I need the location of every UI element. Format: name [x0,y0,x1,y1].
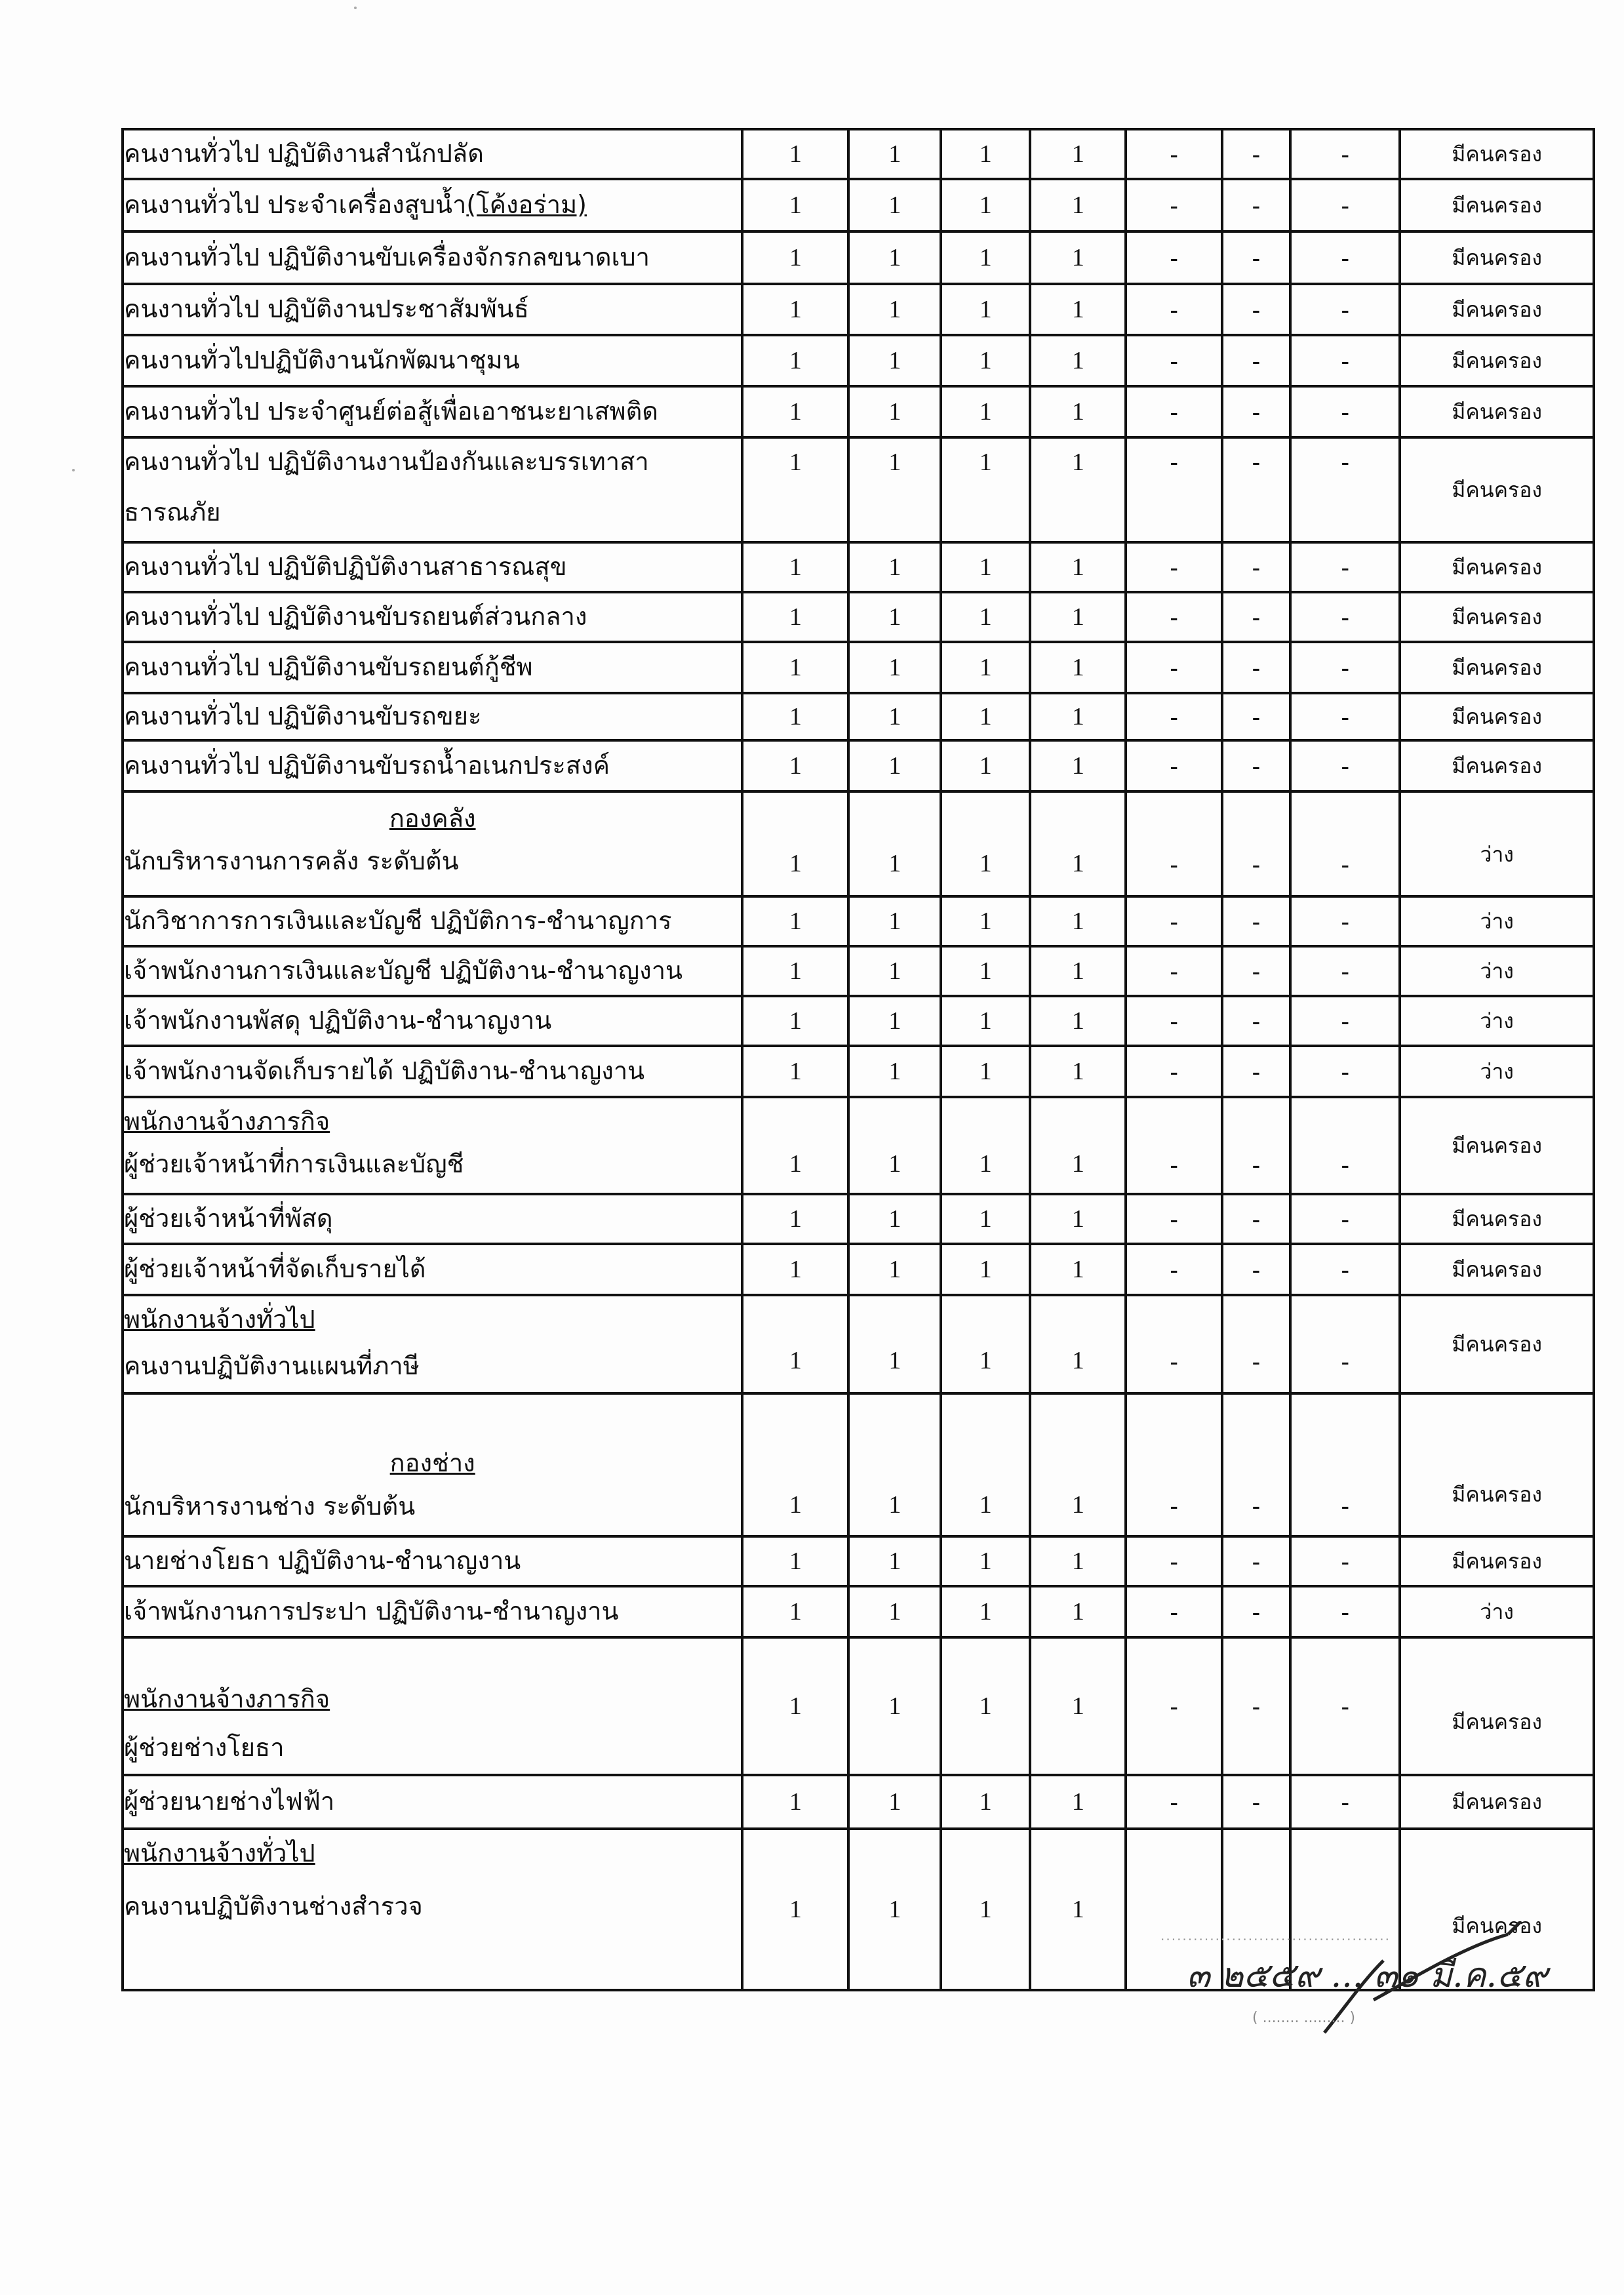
count-cell: 1 [848,1046,941,1097]
count-cell: 1 [742,896,848,946]
signer-name: ( ........ ......... ) [1252,2010,1356,2026]
table-row [123,284,1594,335]
count-cell: 1 [742,791,848,896]
change-cell: - [1126,740,1221,791]
change-cell: - [1126,896,1221,946]
position-name: เจ้าพนักงานจัดเก็บรายได้ ปฏิบัติงาน-ชำนาญงาน [123,1046,742,1097]
table-row [123,1775,1594,1829]
table-row [123,946,1594,996]
count-cell: 1 [1030,179,1126,231]
count-cell: 1 [742,740,848,791]
change-cell: - [1126,1295,1221,1393]
change-cell: - [1290,896,1400,946]
count-cell: 1 [1030,1829,1126,1990]
count-cell: 1 [848,284,941,335]
count-cell: 1 [941,946,1030,996]
status-cell: มีคนครอง [1400,1194,1594,1244]
change-cell: - [1290,179,1400,231]
status-cell: มีคนครอง [1400,1637,1594,1775]
table-row [123,896,1594,946]
change-cell: - [1126,1194,1221,1244]
status-cell: มีคนครอง [1400,1829,1594,1990]
table-row [123,1295,1594,1393]
change-cell: - [1290,791,1400,896]
position-name-text: คนงานปฏิบัติงานแผนที่ภาษี [124,1351,420,1381]
count-cell: 1 [941,642,1030,693]
table-row [123,791,1594,896]
status-cell: มีคนครอง [1400,231,1594,284]
count-cell: 1 [848,1586,941,1637]
position-name-text: คนงานทั่วไป ประจำเครื่องสูบน้ำ(โค้งอร่าม) [124,190,587,220]
change-cell: - [1126,946,1221,996]
count-cell: 1 [742,129,848,179]
change-cell: - [1222,231,1290,284]
status-cell: ว่าง [1400,996,1594,1046]
table-row [123,1244,1594,1295]
position-name: เจ้าพนักงานการประปา ปฏิบัติงาน-ชำนาญงาน [123,1586,742,1637]
count-cell: 1 [848,740,941,791]
change-cell: - [1290,1586,1400,1637]
position-name: คนงานทั่วไป ปฏิบัติงานประชาสัมพันธ์ [123,284,742,335]
change-cell: - [1290,1295,1400,1393]
change-cell: - [1222,642,1290,693]
count-cell: 1 [742,437,848,542]
change-cell: - [1290,1775,1400,1829]
count-cell: 1 [1030,592,1126,642]
change-cell: - [1222,1393,1290,1536]
count-cell: 1 [941,542,1030,592]
section-subheading-mission: พนักงานจ้างภารกิจ [124,1685,330,1714]
position-name-line: คนงานทั่วไป ปฏิบัติงานงานป้องกันและบรรเทาสา [124,447,649,476]
status-cell: ว่าง [1400,1046,1594,1097]
change-cell: - [1290,542,1400,592]
status-cell: มีคนครอง [1400,1295,1594,1393]
table-row [123,642,1594,693]
table-row [123,693,1594,740]
count-cell: 1 [1030,642,1126,693]
count-cell: 1 [941,1194,1030,1244]
count-cell: 1 [941,1295,1030,1393]
change-cell: - [1290,437,1400,542]
change-cell: - [1290,1097,1400,1194]
change-cell: - [1290,693,1400,740]
table-row [123,1046,1594,1097]
count-cell: 1 [848,996,941,1046]
change-cell: - [1126,1393,1221,1536]
count-cell: 1 [1030,1586,1126,1637]
change-cell: - [1222,284,1290,335]
status-cell: มีคนครอง [1400,642,1594,693]
count-cell: 1 [742,1829,848,1990]
position-name: ผู้ช่วยเจ้าหน้าที่จัดเก็บรายได้ [123,1244,742,1295]
table-row [123,1586,1594,1637]
count-cell: 1 [742,642,848,693]
count-cell: 1 [742,1536,848,1586]
status-cell: ว่าง [1400,791,1594,896]
table-row [123,386,1594,437]
staffing-table [121,128,1595,1991]
position-name: คนงานทั่วไป ปฏิบัติงานขับรถขยะ [123,693,742,740]
change-cell: - [1222,1586,1290,1637]
change-cell: - [1126,1046,1221,1097]
status-cell: มีคนครอง [1400,1536,1594,1586]
status-cell: มีคนครอง [1400,592,1594,642]
position-name: คนงานทั่วไปปฏิบัติงานนักพัฒนาชุมน [123,335,742,386]
table-row [123,542,1594,592]
change-cell: - [1222,791,1290,896]
status-cell: ว่าง [1400,896,1594,946]
count-cell: 1 [742,1775,848,1829]
position-name-text: นักบริหารงานช่าง ระดับต้น [124,1491,416,1521]
table-row [123,996,1594,1046]
status-cell: มีคนครอง [1400,437,1594,542]
count-cell: 1 [742,335,848,386]
count-cell: 1 [742,592,848,642]
count-cell: 1 [848,1637,941,1775]
position-name: คนงานทั่วไป ปฏิบัติงานขับรถยนต์ส่วนกลาง [123,592,742,642]
count-cell: 1 [848,1194,941,1244]
position-name: คนงานทั่วไป ปฏิบัติงานขับเครื่องจักรกลขนาดเบา [123,231,742,284]
change-cell: - [1290,740,1400,791]
count-cell: 1 [848,335,941,386]
change-cell: - [1126,1586,1221,1637]
position-name [123,179,742,231]
count-cell: 1 [1030,1046,1126,1097]
status-cell: มีคนครอง [1400,1775,1594,1829]
table-row [123,437,1594,542]
change-cell: - [1290,642,1400,693]
count-cell: 1 [848,231,941,284]
position-name: เจ้าพนักงานพัสดุ ปฏิบัติงาน-ชำนาญงาน [123,996,742,1046]
count-cell: 1 [742,386,848,437]
table-row [123,592,1594,642]
change-cell: - [1290,1637,1400,1775]
count-cell: 1 [1030,437,1126,542]
count-cell: 1 [941,1393,1030,1536]
position-name [123,1295,742,1393]
change-cell: - [1126,1244,1221,1295]
status-cell: มีคนครอง [1400,1244,1594,1295]
count-cell: 1 [1030,946,1126,996]
count-cell: 1 [848,1295,941,1393]
change-cell: - [1126,1775,1221,1829]
change-cell: - [1126,437,1221,542]
position-name-text: ผู้ช่วยเจ้าหน้าที่การเงินและบัญชี [124,1149,464,1179]
count-cell: 1 [941,1097,1030,1194]
position-name [123,437,742,542]
count-cell: 1 [742,946,848,996]
change-cell: - [1290,946,1400,996]
count-cell: 1 [941,386,1030,437]
position-name [123,1829,742,1990]
change-cell: - [1290,1536,1400,1586]
change-cell [1290,1829,1400,1990]
count-cell: 1 [941,1637,1030,1775]
change-cell: - [1222,1194,1290,1244]
table-row [123,231,1594,284]
count-cell: 1 [941,179,1030,231]
count-cell: 1 [848,1536,941,1586]
count-cell: 1 [941,693,1030,740]
change-cell: - [1222,592,1290,642]
stamp-faint-text: .......................................... [1160,1928,1391,1944]
change-cell: - [1290,996,1400,1046]
count-cell: 1 [848,1829,941,1990]
change-cell: - [1290,1393,1400,1536]
scan-speck [354,7,357,9]
count-cell: 1 [848,791,941,896]
change-cell: - [1222,996,1290,1046]
status-cell: มีคนครอง [1400,284,1594,335]
count-cell: 1 [848,693,941,740]
change-cell: - [1126,791,1221,896]
count-cell: 1 [1030,791,1126,896]
count-cell: 1 [848,437,941,542]
status-cell: ว่าง [1400,946,1594,996]
status-cell: มีคนครอง [1400,740,1594,791]
count-cell: 1 [742,231,848,284]
table-row [123,1637,1594,1775]
count-cell: 1 [941,996,1030,1046]
count-cell: 1 [848,386,941,437]
table-row [123,1097,1594,1194]
section-subheading-mission: พนักงานจ้างภารกิจ [124,1107,330,1136]
position-name [123,1393,742,1536]
count-cell: 1 [742,179,848,231]
count-cell: 1 [941,284,1030,335]
change-cell: - [1126,1097,1221,1194]
change-cell: - [1222,542,1290,592]
count-cell: 1 [742,542,848,592]
count-cell: 1 [941,592,1030,642]
change-cell: - [1126,592,1221,642]
position-name: นักวิชาการการเงินและบัญชี ปฏิบัติการ-ชำนาญการ [123,896,742,946]
count-cell: 1 [1030,740,1126,791]
change-cell: - [1126,231,1221,284]
change-cell: - [1222,1637,1290,1775]
change-cell: - [1126,693,1221,740]
count-cell: 1 [848,179,941,231]
count-cell: 1 [1030,129,1126,179]
section-subheading-general: พนักงานจ้างทั่วไป [124,1305,315,1334]
change-cell: - [1290,284,1400,335]
count-cell: 1 [742,1244,848,1295]
status-cell: มีคนครอง [1400,1097,1594,1194]
count-cell: 1 [742,1097,848,1194]
table-row [123,740,1594,791]
handwritten-date: ๓ ๒๕๕๙ ... ๓๑ มี.ค.๕๙ [1187,1956,1548,1995]
count-cell: 1 [742,1393,848,1536]
change-cell: - [1126,179,1221,231]
position-name: คนงานทั่วไป ประจำศูนย์ต่อสู้เพื่อเอาชนะยาเสพติด [123,386,742,437]
status-cell: มีคนครอง [1400,693,1594,740]
change-cell: - [1222,1046,1290,1097]
count-cell: 1 [1030,335,1126,386]
change-cell: - [1290,231,1400,284]
position-name: เจ้าพนักงานการเงินและบัญชี ปฏิบัติงาน-ชำนาญงาน [123,946,742,996]
count-cell: 1 [1030,284,1126,335]
position-name: คนงานทั่วไป ปฏิบัติงานขับรถยนต์กู้ชีพ [123,642,742,693]
count-cell: 1 [941,437,1030,542]
count-cell: 1 [848,642,941,693]
position-name-text: คนงานปฏิบัติงานช่างสำรวจ [124,1892,423,1921]
change-cell: - [1222,946,1290,996]
count-cell: 1 [1030,1637,1126,1775]
status-cell: มีคนครอง [1400,1393,1594,1536]
count-cell: 1 [848,1097,941,1194]
change-cell: - [1290,592,1400,642]
change-cell: - [1222,1775,1290,1829]
change-cell: - [1126,129,1221,179]
count-cell: 1 [941,1775,1030,1829]
position-name: คนงานทั่วไป ปฏิบัติงานขับรถน้ำอเนกประสงค์ [123,740,742,791]
table-row [123,335,1594,386]
change-cell: - [1290,1046,1400,1097]
change-cell: - [1290,386,1400,437]
table-row [123,1536,1594,1586]
change-cell: - [1126,996,1221,1046]
count-cell: 1 [941,896,1030,946]
place-name-underlined: (โค้งอร่าม) [466,190,587,220]
position-name: คนงานทั่วไป ปฏิบัติงานสำนักปลัด [123,129,742,179]
position-name: นายช่างโยธา ปฏิบัติงาน-ชำนาญงาน [123,1536,742,1586]
count-cell: 1 [941,791,1030,896]
change-cell: - [1222,1295,1290,1393]
count-cell: 1 [1030,542,1126,592]
change-cell: - [1222,1536,1290,1586]
count-cell: 1 [848,1393,941,1536]
change-cell [1222,1829,1290,1990]
count-cell: 1 [1030,1775,1126,1829]
table-row [123,1393,1594,1536]
status-cell: มีคนครอง [1400,179,1594,231]
change-cell: - [1222,740,1290,791]
count-cell: 1 [742,1637,848,1775]
position-name-text: นักบริหารงานการคลัง ระดับต้น [124,847,459,876]
count-cell: 1 [941,1046,1030,1097]
count-cell: 1 [941,1244,1030,1295]
position-name [123,1637,742,1775]
count-cell: 1 [1030,1194,1126,1244]
change-cell: - [1126,386,1221,437]
change-cell: - [1290,129,1400,179]
change-cell: - [1126,542,1221,592]
count-cell: 1 [941,1536,1030,1586]
count-cell: 1 [941,740,1030,791]
count-cell: 1 [848,1775,941,1829]
position-name: คนงานทั่วไป ปฏิบัติปฏิบัติงานสาธารณสุข [123,542,742,592]
status-cell: มีคนครอง [1400,542,1594,592]
count-cell: 1 [848,592,941,642]
count-cell: 1 [742,1586,848,1637]
change-cell: - [1222,437,1290,542]
table-row [123,129,1594,179]
section-heading-finance: กองคลัง [389,804,476,833]
change-cell: - [1222,693,1290,740]
status-cell: มีคนครอง [1400,386,1594,437]
count-cell: 1 [742,996,848,1046]
count-cell: 1 [941,335,1030,386]
count-cell: 1 [1030,231,1126,284]
table-row [123,1194,1594,1244]
count-cell: 1 [742,1295,848,1393]
position-name-text: ผู้ช่วยช่างโยธา [124,1732,285,1762]
count-cell: 1 [742,1046,848,1097]
position-name [123,791,742,896]
count-cell: 1 [1030,1244,1126,1295]
status-cell: ว่าง [1400,1586,1594,1637]
status-cell: มีคนครอง [1400,129,1594,179]
change-cell: - [1222,1244,1290,1295]
count-cell: 1 [1030,386,1126,437]
change-cell: - [1222,1097,1290,1194]
count-cell: 1 [742,1194,848,1244]
count-cell: 1 [1030,693,1126,740]
status-cell: มีคนครอง [1400,335,1594,386]
count-cell: 1 [1030,996,1126,1046]
count-cell: 1 [941,231,1030,284]
change-cell: - [1222,386,1290,437]
change-cell: - [1222,179,1290,231]
change-cell: - [1126,284,1221,335]
count-cell: 1 [848,896,941,946]
count-cell: 1 [742,284,848,335]
position-name: ผู้ช่วยนายช่างไฟฟ้า [123,1775,742,1829]
count-cell: 1 [848,129,941,179]
change-cell: - [1290,1244,1400,1295]
section-subheading-general: พนักงานจ้างทั่วไป [124,1839,315,1867]
change-cell: - [1290,335,1400,386]
count-cell: 1 [1030,1295,1126,1393]
count-cell: 1 [848,542,941,592]
count-cell: 1 [1030,896,1126,946]
count-cell: 1 [848,946,941,996]
section-heading-engineering: กองช่าง [389,1448,475,1478]
position-name-line: ธารณภัย [124,498,221,527]
count-cell: 1 [848,1244,941,1295]
position-name [123,1097,742,1194]
count-cell: 1 [941,1829,1030,1990]
change-cell [1126,1829,1221,1990]
count-cell: 1 [941,129,1030,179]
change-cell: - [1222,129,1290,179]
change-cell: - [1126,335,1221,386]
count-cell: 1 [1030,1536,1126,1586]
table-row [123,1829,1594,1990]
count-cell: 1 [1030,1097,1126,1194]
count-cell: 1 [941,1586,1030,1637]
change-cell: - [1290,1194,1400,1244]
change-cell: - [1126,1637,1221,1775]
change-cell: - [1222,335,1290,386]
scan-speck [72,469,75,471]
change-cell: - [1222,896,1290,946]
table-row [123,179,1594,231]
position-name: ผู้ช่วยเจ้าหน้าที่พัสดุ [123,1194,742,1244]
count-cell: 1 [742,693,848,740]
change-cell: - [1126,1536,1221,1586]
change-cell: - [1126,642,1221,693]
count-cell: 1 [1030,1393,1126,1536]
